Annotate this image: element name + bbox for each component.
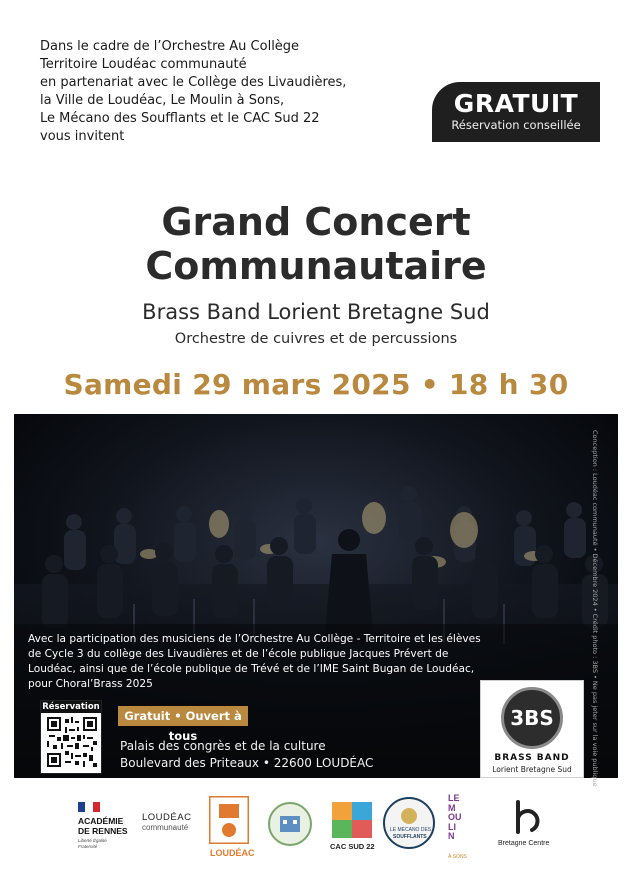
free-badge [432, 82, 600, 142]
bretagne-label: Bretagne Centre [498, 840, 550, 847]
intro-line: vous invitent [40, 129, 125, 144]
band-name: Brass Band Lorient Bretagne Sud [142, 300, 490, 324]
credit-line: Conception : Loudéac communauté • Décembre 2024 • Crédit photo : 3BS • Ne pas jeter sur la voie publique [591, 430, 599, 787]
intro-line: Territoire Loudéac communauté [40, 57, 247, 72]
bbs-subtitle: Lorient Bretagne Sud [492, 765, 572, 774]
loudeac-emblem-icon [209, 796, 249, 844]
intro-line: Le Mécano des Soufflants et le CAC Sud 22 [40, 111, 320, 126]
event-date: Samedi 29 mars 2025 • 18 h 30 [63, 368, 569, 401]
cac-emblem-icon [332, 802, 372, 838]
intro-line: Dans le cadre de l’Orchestre Au Collège [40, 39, 300, 54]
moulin-sub: À SONS [448, 854, 467, 860]
intro-line: la Ville de Loudéac, Le Moulin à Sons, [40, 93, 285, 108]
loudeac-comm-line1: LOUDÉAC [142, 812, 192, 823]
mecano-line2: SOUFFLANTS [393, 834, 427, 840]
partner-logos [0, 790, 632, 870]
intro-line: en partenariat avec le Collège des Livaudières, [40, 75, 347, 90]
venue-line2: Boulevard des Priteaux • 22600 LOUDÉAC [120, 756, 374, 770]
college-logo [268, 802, 312, 846]
loudeac-ville-label: LOUDÉAC [210, 848, 255, 858]
cac-label: CAC SUD 22 [330, 842, 375, 851]
college-emblem-icon [268, 802, 312, 846]
moulin-letters: LE MOULIN [448, 793, 462, 841]
bbs-mark: 3BS [501, 687, 563, 749]
reservation-qr-block[interactable] [40, 700, 102, 774]
reservation-label: Réservation [42, 702, 100, 712]
free-badge-title: GRATUIT [453, 89, 579, 118]
loudeac-comm-line2: communauté [142, 823, 189, 832]
mecano-logo [382, 796, 436, 854]
free-access-pill: Gratuit • Ouvert à tous [118, 706, 248, 726]
academie-rennes-logo [78, 802, 134, 858]
loudeac-communaute-logo [142, 812, 194, 842]
cac-sud-22-logo [328, 802, 376, 858]
moulin-a-sons-logo [448, 794, 472, 864]
participation-line: Avec la participation des musiciens de l’Orchestre Au Collège - Territoire et les élèves [28, 633, 481, 645]
academie-line2: DE RENNES [78, 826, 128, 836]
bbs-name: BRASS BAND [494, 753, 570, 763]
event-title-line2: Communautaire [145, 244, 487, 288]
free-badge-subtitle: Réservation conseillée [451, 118, 581, 132]
intro-text [40, 38, 370, 146]
participation-line: Loudéac, ainsi que de l’école publique de Trévé et de l’IME Saint Bugan de Loudéac, [28, 663, 475, 675]
band-description: Orchestre de cuivres et de percussions [174, 331, 458, 347]
participation-text [28, 632, 481, 692]
participation-line: de Cycle 3 du collège des Livaudières et de l’école publique Jacques Prévert de [28, 648, 449, 660]
mecano-line1: LE MÉCANO DES [390, 827, 432, 833]
event-title-line1: Grand Concert [161, 200, 471, 244]
academie-line1: ACADÉMIE [78, 816, 124, 826]
qr-code-icon[interactable] [47, 717, 97, 767]
mecano-emblem-icon [382, 796, 436, 850]
bretagne-centre-logo [496, 800, 562, 860]
participation-line: pour Choral’Brass 2025 [28, 678, 153, 690]
venue-line1: Palais des congrès et de la culture [120, 739, 326, 753]
french-flag-icon [78, 802, 100, 812]
loudeac-ville-logo [206, 796, 255, 862]
academie-motto: Liberté Égalité Fraternité [78, 838, 107, 849]
bbs-logo [480, 680, 584, 778]
bretagne-emblem-icon [510, 800, 544, 836]
venue-address [120, 738, 373, 772]
